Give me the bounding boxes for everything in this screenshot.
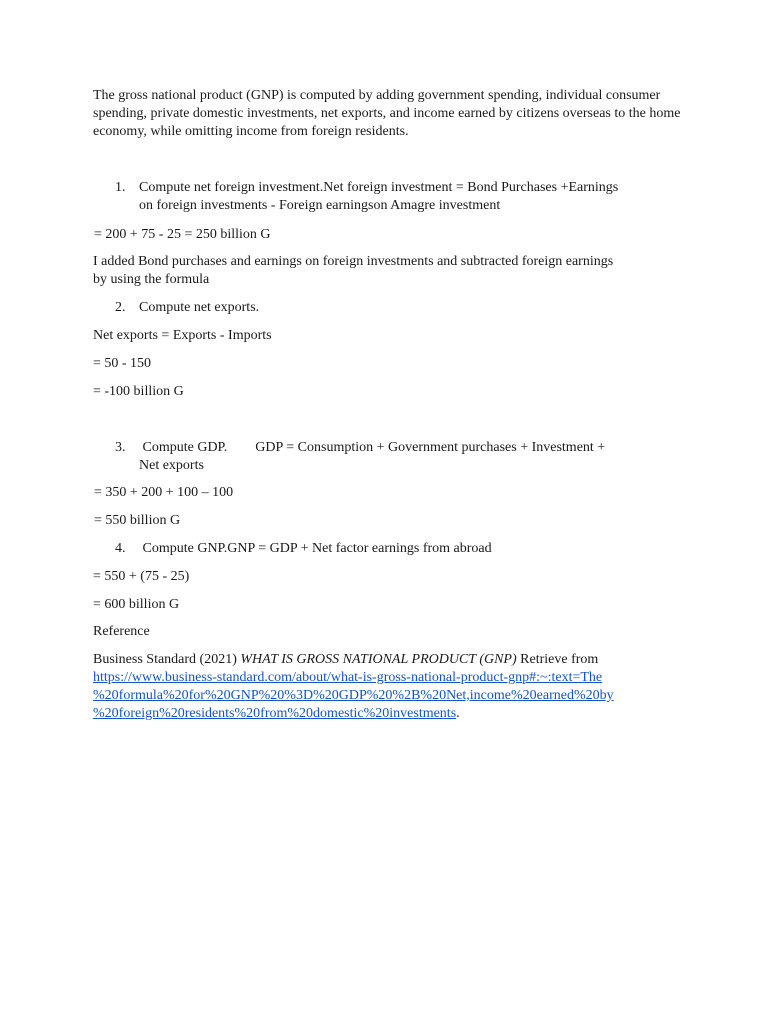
step-4-calc-1: = 550 + (75 - 25): [93, 569, 190, 584]
reference-heading: Reference: [93, 624, 150, 639]
step-4-calc-2: = 600 billion G: [93, 597, 180, 612]
step-2-formula: Net exports = Exports - Imports: [93, 328, 272, 343]
step-3-calc-1: = 350 + 200 + 100 – 100: [94, 485, 234, 500]
reference-citation-line-1: [93, 651, 683, 669]
step-2-calc-2: = -100 billion G: [93, 384, 184, 399]
reference-retrieve: Retrieve from: [516, 652, 599, 667]
reference-source: Business Standard (2021): [93, 652, 241, 667]
intro-paragraph: The gross national product (GNP) is computed by adding government spending, individual consumer spending, private domestic investments, net exports, and income earned by citizens overseas to the home economy, while omitting income from foreign residents.: [93, 88, 681, 139]
step-1-number: 1.: [115, 180, 126, 195]
step-2-calc-1: = 50 - 150: [93, 356, 152, 371]
step-1-explanation-line-2: by using the formula: [93, 272, 210, 287]
step-4-text: Compute GNP.GNP = GDP + Net factor earnings from abroad: [139, 541, 492, 556]
step-3-number: 3.: [115, 440, 126, 455]
step-3-text-line-2: Net exports: [139, 458, 204, 473]
step-3-calc-2: = 550 billion G: [94, 513, 181, 528]
step-2-number: 2.: [115, 300, 126, 315]
reference-title: WHAT IS GROSS NATIONAL PRODUCT (GNP): [240, 652, 517, 667]
reference-link-line-2[interactable]: %20formula%20for%20GNP%20%3D%20GDP%20%2B%20Net,income%20earned%20by: [93, 688, 614, 703]
step-1-text-line-1: Compute net foreign investment.Net foreign investment = Bond Purchases +Earnings: [139, 180, 619, 195]
reference-link-line-1[interactable]: https://www.business-standard.com/about/what-is-gross-national-product-gnp#:~:text=The: [93, 670, 603, 685]
step-4-number: 4.: [115, 541, 126, 556]
step-2-text: Compute net exports.: [139, 300, 260, 315]
reference-trailing-period: .: [456, 706, 460, 721]
step-1-explanation-line-1: I added Bond purchases and earnings on foreign investments and subtracted foreign earnings: [93, 254, 614, 269]
reference-citation: [93, 651, 683, 723]
reference-link-line-3[interactable]: %20foreign%20residents%20from%20domestic%20investments: [93, 706, 457, 721]
step-1-text: [139, 179, 699, 215]
step-3-text-line-1: Compute GDP. GDP = Consumption + Government purchases + Investment +: [139, 440, 606, 455]
step-1-text-line-2: on foreign investments - Foreign earningson Amagre investment: [139, 198, 501, 213]
step-1-calc: = 200 + 75 - 25 = 250 billion G: [94, 227, 271, 242]
